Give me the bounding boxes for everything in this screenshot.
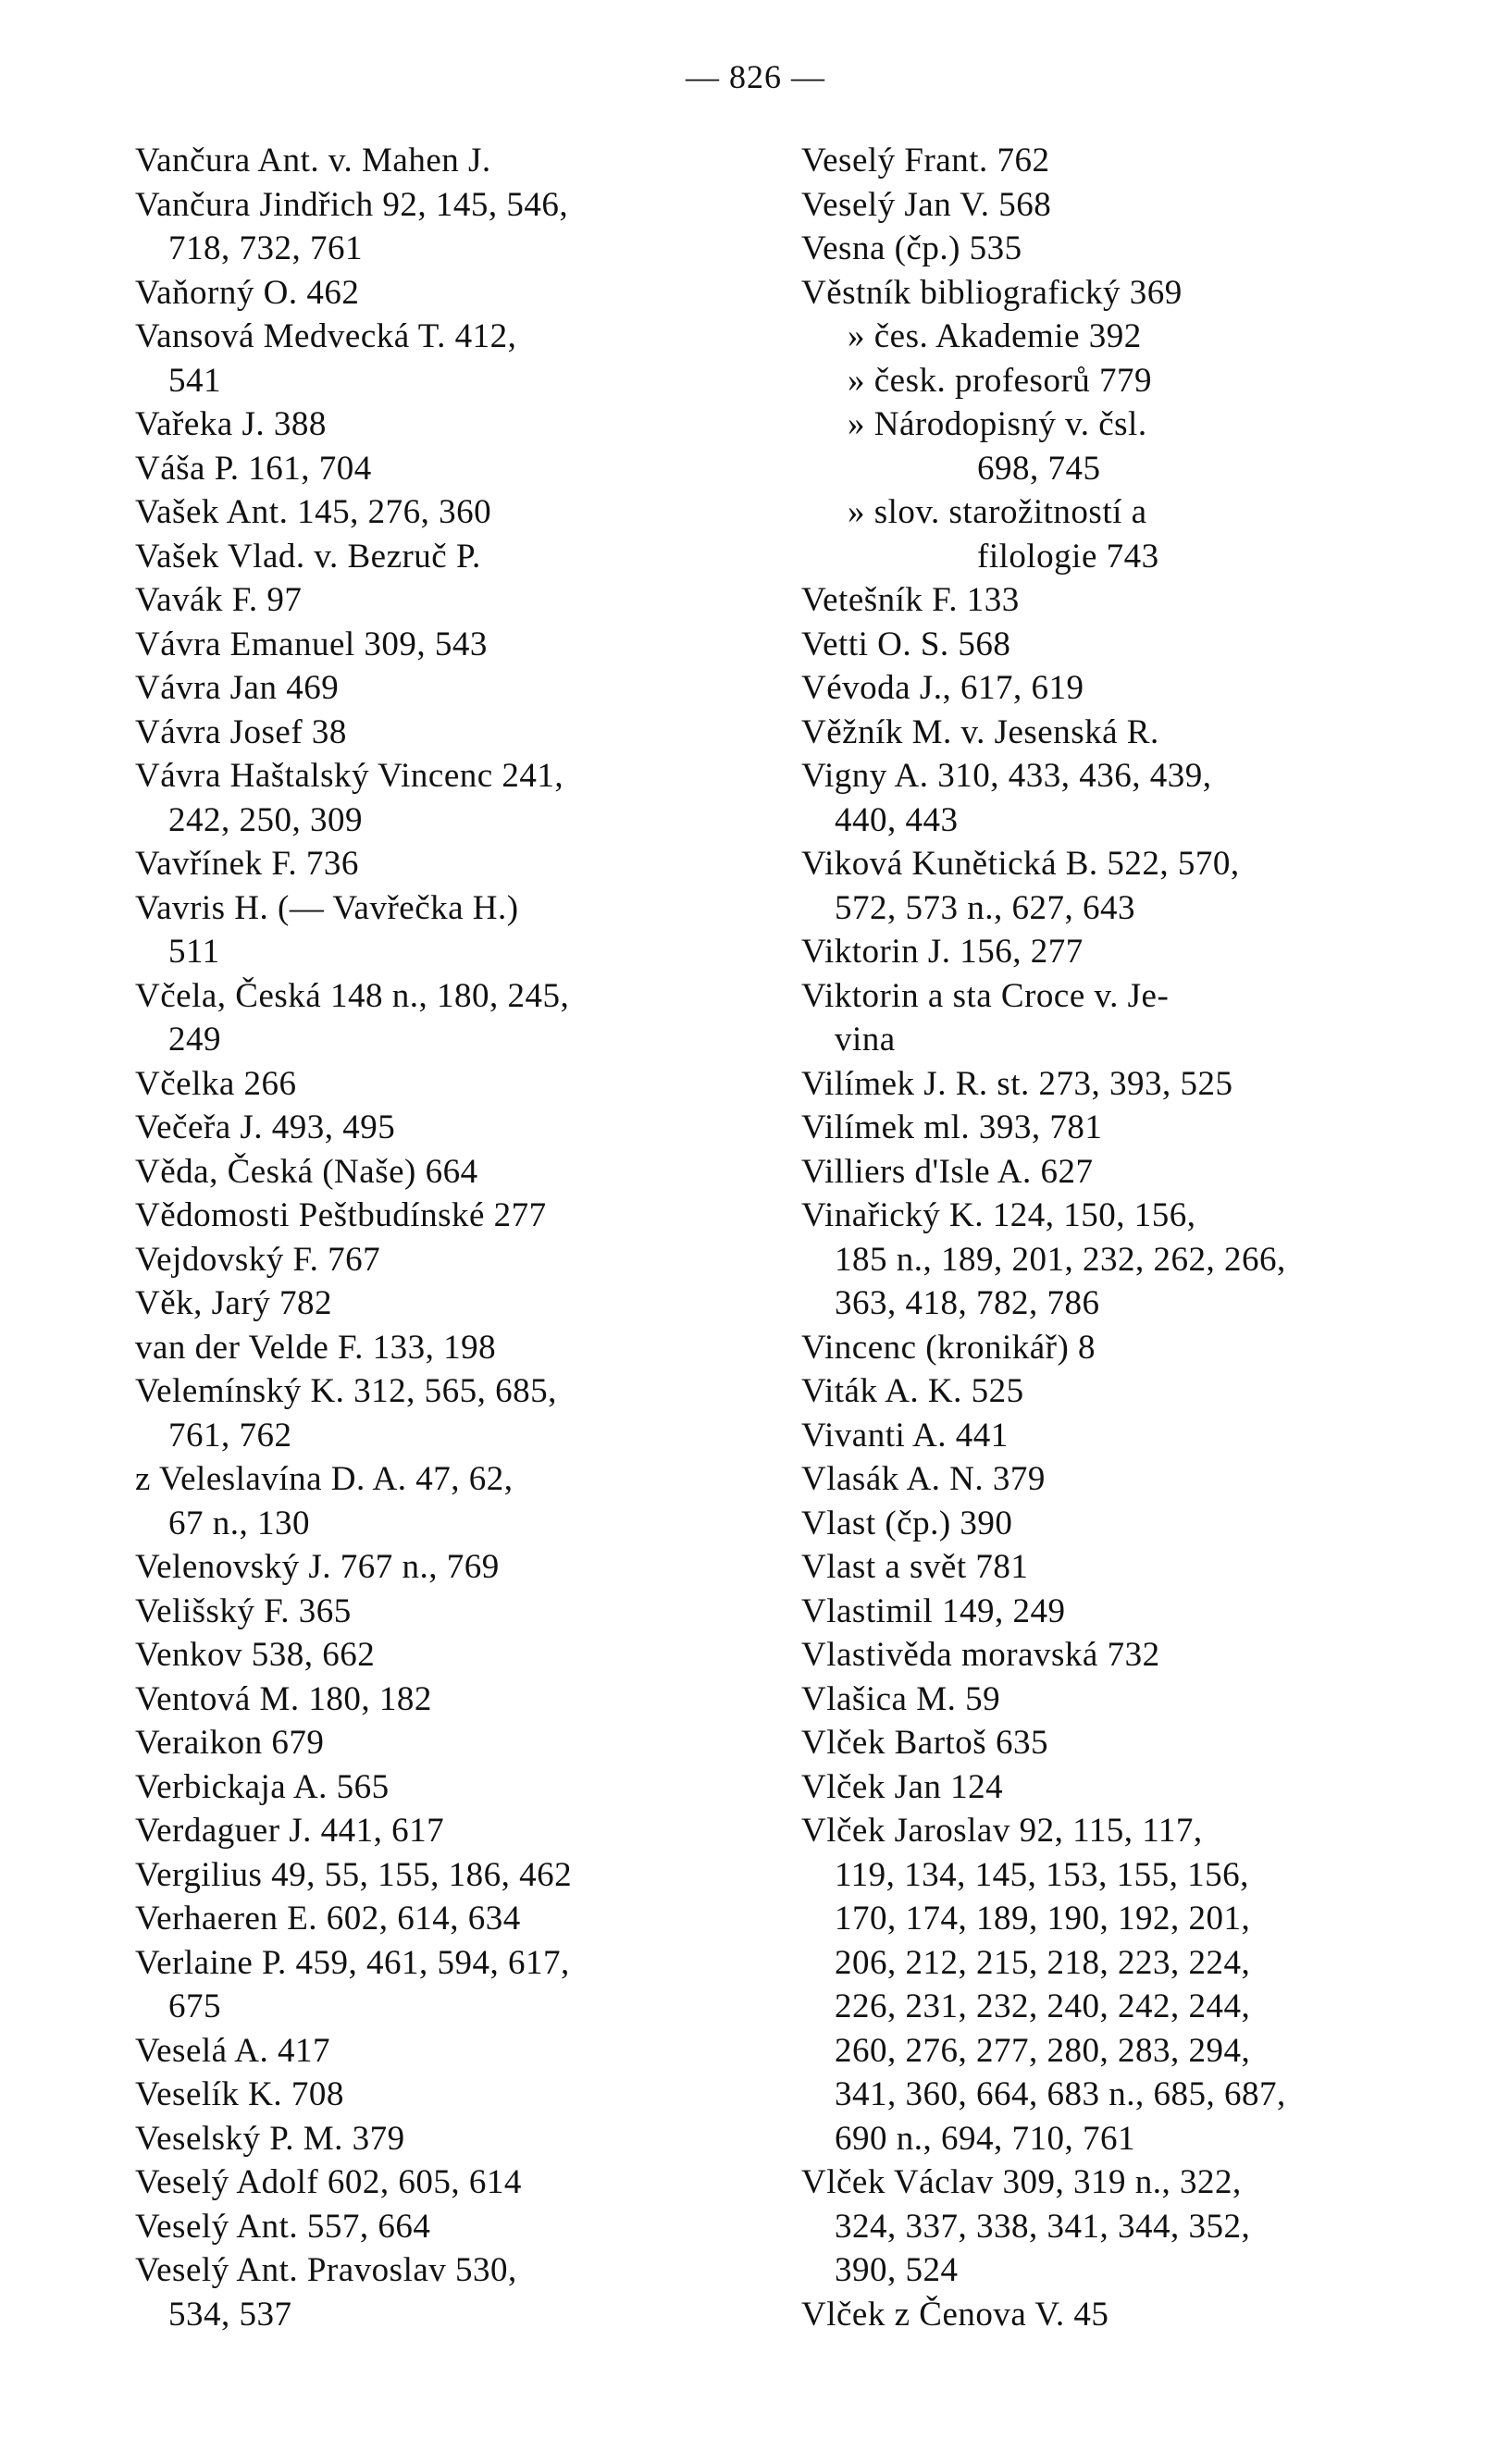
index-entry [135,1457,783,1545]
index-entry [135,623,783,667]
index-entry [135,402,783,447]
index-entry-heading: » Národopisný v. čsl. [848,405,1147,443]
index-entry [135,315,783,402]
index-entry-heading: Vigny A. 310, 433, 436, 439, [801,757,1212,795]
index-entry-heading: Vlček Václav 309, 319 n., 322, [801,2163,1242,2201]
index-entry-heading: van der Velde F. 133, 198 [135,1328,497,1367]
index-entry [135,1678,783,1722]
index-entry [801,666,1449,711]
index-entry [135,1765,783,1810]
index-entry-heading: Vlastimil 149, 249 [801,1591,1066,1630]
index-entry [801,842,1449,930]
index-entry-heading: Vavřínek F. 736 [135,845,359,883]
index-entry [801,490,1449,578]
index-entry-continuation: 206, 212, 215, 218, 223, 224, [835,1943,1251,1982]
index-entry-heading: Vašek Vlad. v. Bezruč P. [135,537,481,576]
index-column-left [135,139,783,2336]
index-entry [135,183,783,271]
index-entry-heading: Vávra Josef 38 [135,712,347,751]
index-entry-continuation: 170, 174, 189, 190, 192, 201, [835,1900,1251,1938]
index-entry [135,974,783,1062]
index-entry-heading: Vaňorný O. 462 [135,273,360,312]
index-entry-continuation: 534, 537 [168,2295,292,2334]
index-entry-heading: Veselík K. 708 [135,2075,344,2113]
index-entry-heading: Včelka 266 [135,1064,297,1103]
index-entry [135,490,783,535]
index-entry-continuation: 185 n., 189, 201, 232, 262, 266, [835,1240,1286,1279]
index-entry-heading: Veselá A. 417 [135,2031,330,2070]
index-entry-heading: Vejdovský F. 767 [135,1240,381,1279]
index-entry [135,2248,783,2336]
index-entry-continuation: 67 n., 130 [168,1504,310,1542]
index-entry-heading: Večeřa J. 493, 495 [135,1108,396,1146]
index-entry [801,1150,1449,1195]
index-entry [135,886,783,974]
index-entry [801,1502,1449,1546]
index-entry-heading: Vančura Jindřich 92, 145, 546, [135,185,569,224]
index-entry [801,1106,1449,1150]
index-entry-continuation: 572, 573 n., 627, 643 [835,888,1135,927]
index-entry-heading: Vlast a svět 781 [801,1548,1029,1586]
index-entry [135,447,783,491]
index-entry-heading: Vlček Jaroslav 92, 115, 117, [801,1812,1203,1850]
index-entry [801,227,1449,271]
index-entry [135,1194,783,1238]
index-entry-heading: Vivanti A. 441 [801,1416,1009,1455]
index-entry [135,578,783,623]
index-entry-heading: Vetti O. S. 568 [801,625,1011,663]
index-entry [801,271,1449,316]
index-entry [135,1809,783,1853]
index-entry [135,1238,783,1282]
index-entry-heading: Vilímek ml. 393, 781 [801,1108,1103,1146]
index-entry-continuation: 440, 443 [835,800,959,839]
index-entry [135,1150,783,1195]
index-entry-heading: Veselý Ant. 557, 664 [135,2207,431,2246]
index-entry [801,623,1449,667]
index-entry [135,1545,783,1590]
index-entry-heading: Verdaguer J. 441, 617 [135,1812,445,1850]
index-entry-continuation: 341, 360, 664, 683 n., 685, 687, [835,2075,1286,2113]
index-entry-continuation: 119, 134, 145, 153, 155, 156, [835,1855,1249,1894]
index-entry-continuation: vina [835,1021,896,1059]
index-entry-heading: Váša P. 161, 704 [135,449,372,488]
index-entry-continuation: 249 [168,1021,221,1059]
index-entry-heading: Veselý Adolf 602, 605, 614 [135,2163,522,2201]
index-entry-heading: Velenovský J. 767 n., 769 [135,1548,500,1586]
index-entry [801,139,1449,183]
index-entry-heading: Vlasák A. N. 379 [801,1460,1046,1498]
index-entry-heading: Věžník M. v. Jesenská R. [801,712,1159,751]
index-entry-heading: Veselý Ant. Pravoslav 530, [135,2251,517,2289]
index-entry [135,535,783,579]
index-entry-heading: Vávra Jan 469 [135,669,340,707]
index-entry [801,359,1449,403]
index-entry-continuation: 260, 276, 277, 280, 283, 294, [835,2031,1251,2070]
index-entry-heading: Vincenc (kronikář) 8 [801,1328,1096,1367]
index-entry-heading: Vansová Medvecká T. 412, [135,317,517,355]
index-entry [135,1941,783,2029]
index-entry-continuation: 690 n., 694, 710, 761 [835,2119,1135,2158]
index-entry [801,315,1449,359]
index-entry [135,2117,783,2161]
index-entry [135,2161,783,2205]
index-entry-continuation: 242, 250, 309 [168,800,363,839]
index-entry-continuation: 718, 732, 761 [168,229,363,267]
index-entry-heading: Vetešník F. 133 [801,581,1020,619]
index-entry [135,1369,783,1457]
index-entry-heading: Verhaeren E. 602, 614, 634 [135,1900,521,1938]
index-entry-continuation: 226, 231, 232, 240, 242, 244, [835,1987,1251,2025]
index-entry [801,974,1449,1062]
index-entry [135,754,783,842]
index-entry-heading: Viták A. K. 525 [801,1372,1024,1410]
index-entry-continuation: 324, 337, 338, 341, 344, 352, [835,2207,1251,2246]
index-entry-heading: Ventová M. 180, 182 [135,1679,432,1718]
index-entry-heading: » slov. starožitností a [848,493,1147,531]
index-entry-heading: Venkov 538, 662 [135,1636,376,1674]
index-entry [801,1194,1449,1326]
index-entry-heading: Vávra Haštalský Vincenc 241, [135,757,564,795]
index-entry-heading: » česk. profesorů 779 [848,361,1153,400]
index-entry [801,930,1449,974]
index-entry-heading: Vařeka J. 388 [135,405,327,443]
index-entry-heading: Včela, Česká 148 n., 180, 245, [135,976,570,1015]
index-entry [801,1721,1449,1765]
index-entry [135,1721,783,1765]
index-entry-continuation: 541 [168,361,221,400]
index-entry [135,2073,783,2117]
index-entry [801,1062,1449,1107]
index-entry-heading: Verbickaja A. 565 [135,1767,390,1806]
index-entry [135,1062,783,1107]
index-entry-heading: Vilímek J. R. st. 273, 393, 525 [801,1064,1233,1103]
index-entry [801,1809,1449,2161]
index-entry-heading: Vavris H. (— Vavřečka H.) [135,888,519,927]
index-entry [135,2205,783,2249]
index-entry-heading: Veselský P. M. 379 [135,2119,405,2158]
index-entry [801,754,1449,842]
index-entry-continuation: 698, 745 [977,449,1101,488]
index-entry [801,1369,1449,1414]
index-entry [135,1106,783,1150]
index-entry-heading: Vašek Ant. 145, 276, 360 [135,493,492,531]
index-entry-heading: Vlašica M. 59 [801,1679,1001,1718]
index-entry-continuation: 761, 762 [168,1416,292,1455]
index-entry-heading: Vlček Bartoš 635 [801,1724,1048,1762]
index-entry [801,1545,1449,1590]
index-entry-heading: Verlaine P. 459, 461, 594, 617, [135,1943,570,1982]
index-entry [135,1282,783,1326]
index-entry-heading: Vědomosti Peštbudínské 277 [135,1196,547,1234]
index-entry-heading: Vlastivěda moravská 732 [801,1636,1160,1674]
index-entry-heading: Vávra Emanuel 309, 543 [135,625,488,663]
index-entry [135,666,783,711]
index-entry [135,1853,783,1898]
index-entry-heading: Vavák F. 97 [135,581,303,619]
index-entry-heading: Veselý Frant. 762 [801,142,1050,180]
index-entry-heading: Viková Kunětická B. 522, 570, [801,845,1240,883]
index-entry [801,1678,1449,1722]
page-number: — 826 — [686,58,825,95]
index-entry [135,1633,783,1678]
index-entry-heading: Vesna (čp.) 535 [801,229,1022,267]
index-entry [801,1590,1449,1634]
index-entry-continuation: 390, 524 [835,2251,959,2289]
index-entry-heading: Veraikon 679 [135,1724,325,1762]
index-entry-heading: Věk, Jarý 782 [135,1284,333,1322]
index-entry [801,2293,1449,2337]
index-entry-continuation: filologie 743 [977,537,1159,576]
index-entry-heading: Viktorin a sta Croce v. Je- [801,976,1170,1015]
index-entry-heading: Velišský F. 365 [135,1591,352,1630]
index-entry-heading: Vergilius 49, 55, 155, 186, 462 [135,1855,573,1894]
index-entry-heading: Věstník bibliografický 369 [801,273,1183,312]
index-entry [801,2161,1449,2293]
index-column-right [801,139,1449,2336]
index-entry [801,183,1449,228]
index-entry-heading: Vlast (čp.) 390 [801,1504,1013,1542]
index-entry-heading: Veselý Jan V. 568 [801,185,1052,224]
index-entry [801,711,1449,755]
index-entry-heading: Vlček z Čenova V. 45 [801,2295,1109,2334]
index-entry [801,1414,1449,1458]
index-entry [801,578,1449,623]
index-entry [135,711,783,755]
index-entry [801,1633,1449,1678]
index-entry-continuation: 511 [168,933,220,971]
index-entry-heading: Villiers d'Isle A. 627 [801,1152,1094,1191]
index-entry [135,271,783,316]
index-entry-heading: Viktorin J. 156, 277 [801,933,1084,971]
index-entry [801,402,1449,490]
index-entry [801,1457,1449,1502]
index-entry-heading: Vévoda J., 617, 619 [801,669,1084,707]
index-entry [135,1897,783,1941]
index-entry-heading: Vančura Ant. v. Mahen J. [135,142,491,180]
index-entry-heading: Věda, Česká (Naše) 664 [135,1152,478,1191]
index-entry [135,842,783,886]
index-entry-continuation: 675 [168,1987,221,2025]
index-entry [801,1765,1449,1810]
index-entry [135,2029,783,2074]
index-entry-heading: Vinařický K. 124, 150, 156, [801,1196,1196,1234]
index-entry [135,1326,783,1370]
index-entry-heading: z Veleslavína D. A. 47, 62, [135,1460,514,1498]
index-entry-continuation: 363, 418, 782, 786 [835,1284,1100,1322]
index-entry [135,139,783,183]
index-entry-heading: Vlček Jan 124 [801,1767,1004,1806]
index-entry-heading: Velemínský K. 312, 565, 685, [135,1372,557,1410]
index-entry [801,1326,1449,1370]
index-entry [135,1590,783,1634]
index-entry-heading: » čes. Akademie 392 [848,317,1142,355]
